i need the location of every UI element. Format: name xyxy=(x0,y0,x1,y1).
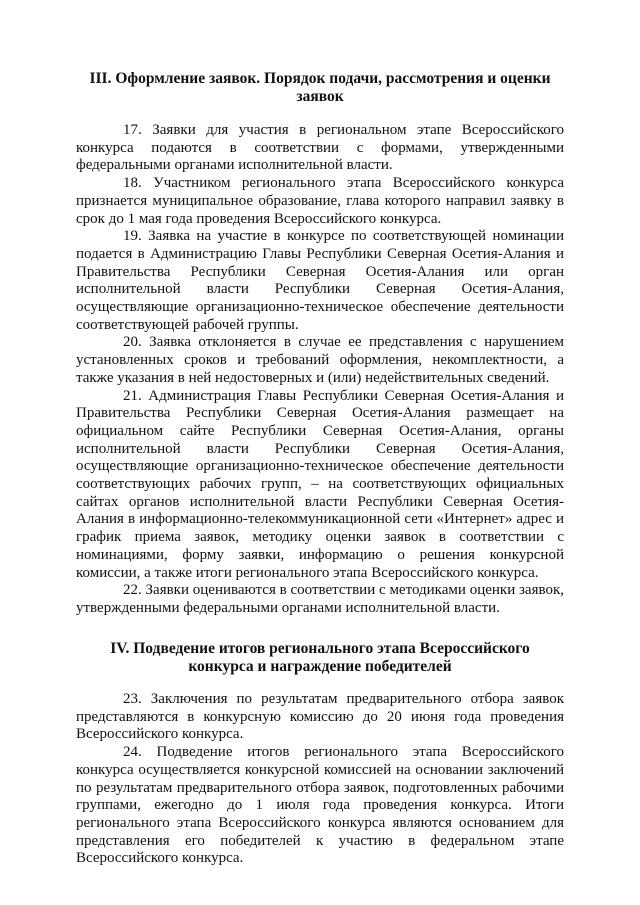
paragraph-20: 20. Заявка отклоняется в случае ее представления с нарушением установленных сроков и требований оформления, некомплектности, а также указания в ней недостоверных и (или) недействительных сведений. xyxy=(76,334,564,386)
paragraph-17: 17. Заявки для участия в региональном этапе Всероссийского конкурса подаются в соответствии с формами, утвержденными федеральными органами исполнительной власти. xyxy=(76,122,564,174)
paragraph-22: 22. Заявки оцениваются в соответствии с методиками оценки заявок, утвержденными федеральными органами исполнительной власти. xyxy=(76,582,564,616)
paragraph-19: 19. Заявка на участие в конкурсе по соответствующей номинации подается в Администрацию Главы Республики Северная Осетия-Алания и Правительства Республики Северная Осетия-Алания или орган исполнительной власти Республики Северная Осетия-Алания, осуществляющие организационно-техническое обеспечение деятельности соответствующей рабочей группы. xyxy=(76,228,564,333)
section-3-heading: III. Оформление заявок. Порядок подачи, рассмотрения и оценки заявок xyxy=(89,70,551,105)
paragraph-18: 18. Участником регионального этапа Всероссийского конкурса признается муниципальное образование, глава которого направил заявку в срок до 1 мая года проведения Всероссийского конкурса. xyxy=(76,175,564,227)
section-3-body xyxy=(76,122,564,618)
paragraph-21: 21. Администрация Главы Республики Северная Осетия-Алания и Правительства Республики Северная Осетия-Алания размещает на официальном сайте Республики Северная Осетия-Алания, органы исполнительной власти Республики Северная Осетия-Алания, осуществляющие организационно-техническое обеспечение деятельности соответствующих рабочих групп, – на соответствующих официальных сайтах органов исполнительной власти Республики Северная Осетия-Алания в информационно-телекоммуникационной сети «Интернет» адрес и график приема заявок, методику оценки заявок в соответствии с номинациями, форму заявки, информацию о решения конкурсной комиссии, а также итоги регионального этапа Всероссийского конкурса. xyxy=(76,387,564,581)
section-4-heading: IV. Подведение итогов регионального этапа Всероссийского конкурса и награждение победителей xyxy=(110,640,530,675)
paragraph-23: 23. Заключения по результатам предварительного отбора заявок представляются в конкурсную комиссию до 20 июня года проведения Всероссийского конкурса. xyxy=(76,691,564,743)
section-4-body xyxy=(76,691,564,868)
paragraph-24: 24. Подведение итогов регионального этапа Всероссийского конкурса осуществляется конкурсной комиссией на основании заключений по результатам предварительного отбора заявок, подготовленных рабочими группами, ежегодно до 1 июля года проведения конкурса. Итоги регионального этапа Всероссийского конкурса являются основанием для представления его победителей к участию в федеральном этапе Всероссийского конкурса. xyxy=(76,744,564,867)
